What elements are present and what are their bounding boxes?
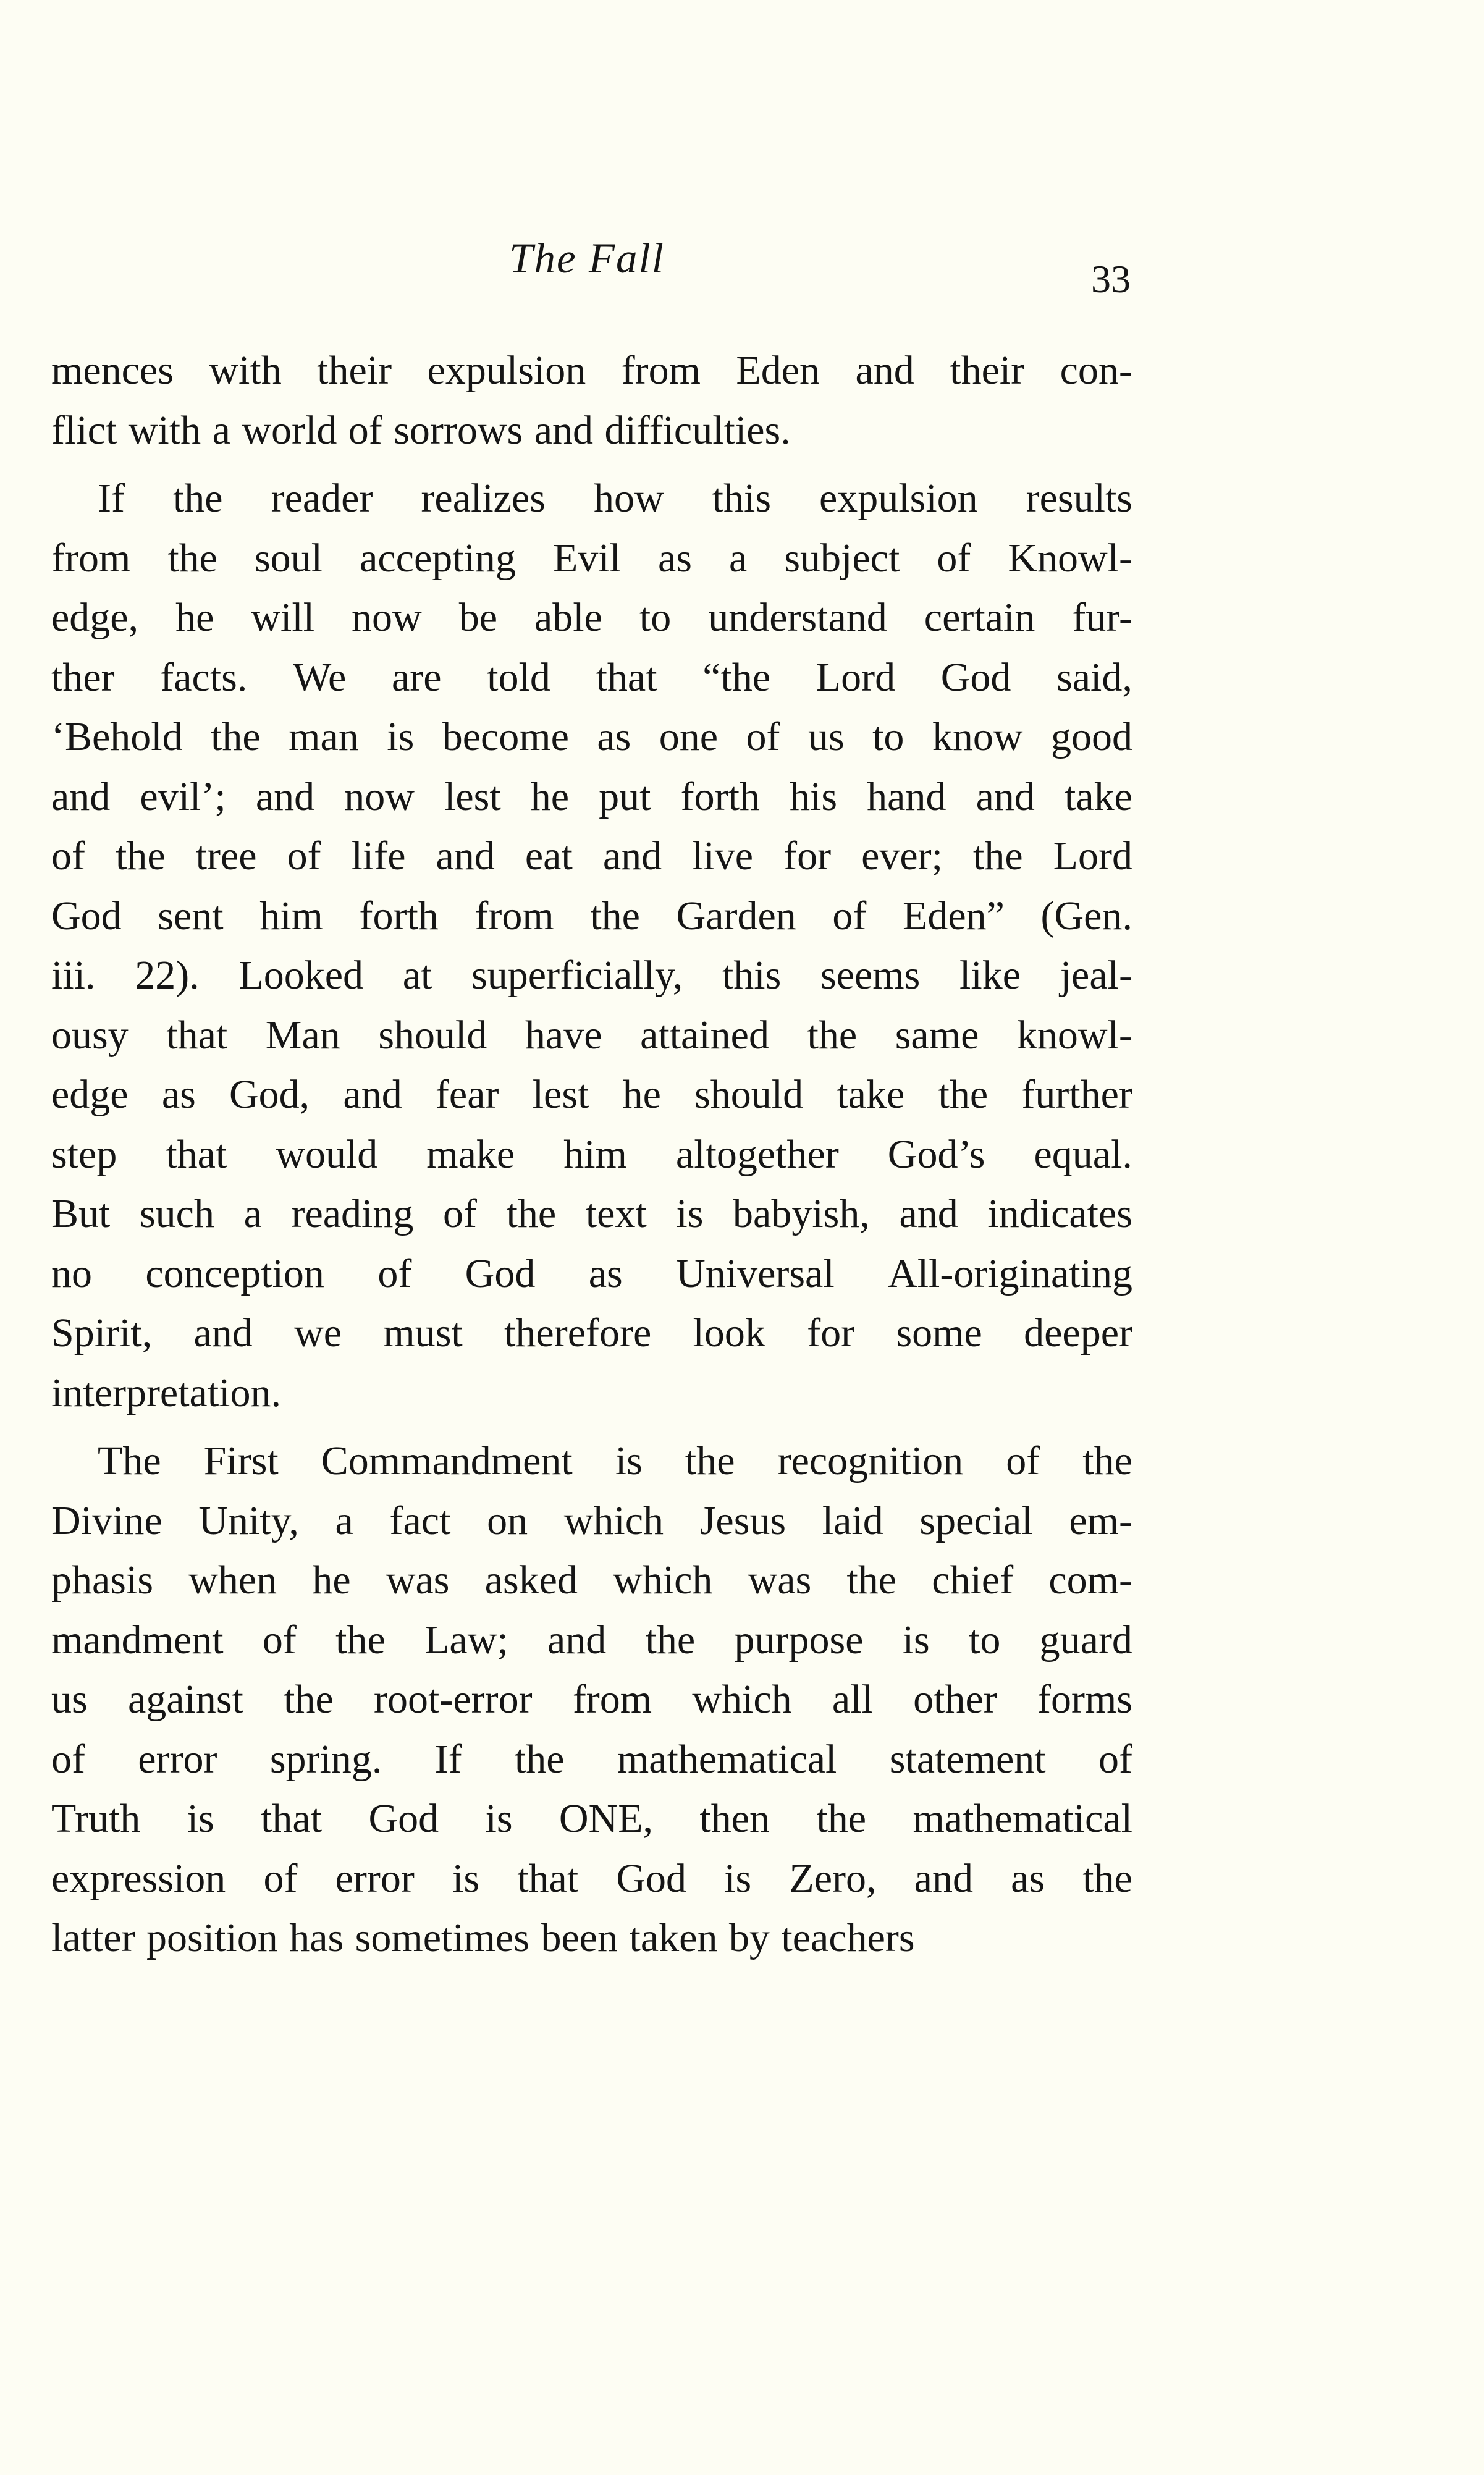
page-number: 33 — [1091, 257, 1131, 301]
text-line: from the soul accepting Evil as a subject of Knowl- — [51, 535, 1132, 581]
text-line: flict with a world of sorrows and difficulties. — [51, 407, 791, 453]
text-line: ousy that Man should have attained the same knowl- — [51, 1012, 1132, 1058]
paragraph-gap — [51, 460, 1132, 469]
text-line: If the reader realizes how this expulsion results — [98, 476, 1132, 521]
text-line: phasis when he was asked which was the chief com- — [51, 1558, 1132, 1603]
body-text — [51, 341, 1132, 1968]
text-line: But such a reading of the text is babyish, and indicates — [51, 1191, 1132, 1237]
running-head-title: The Fall — [509, 235, 665, 282]
text-line: edge as God, and fear lest he should take the further — [51, 1072, 1132, 1118]
text-line: Spirit, and we must therefore look for some deeper — [51, 1310, 1132, 1356]
text-line: ther facts. We are told that “the Lord God said, — [51, 654, 1132, 700]
text-line: Truth is that God is ONE, then the mathematical — [51, 1796, 1132, 1842]
text-line: step that would make him altogether God’s equal. — [51, 1131, 1132, 1177]
text-line: God sent him forth from the Garden of Eden” (Gen. — [51, 893, 1132, 938]
paragraph — [51, 469, 1132, 1423]
paragraph — [51, 341, 1132, 460]
text-line: mences with their expulsion from Eden and their con- — [51, 348, 1132, 394]
text-line: edge, he will now be able to understand certain fur- — [51, 595, 1132, 641]
text-line: interpretation. — [51, 1370, 282, 1415]
text-line: The First Commandment is the recognition of the — [98, 1438, 1132, 1484]
text-line: latter position has sometimes been taken by teachers — [51, 1915, 915, 1961]
text-line: expression of error is that God is Zero, and as the — [51, 1855, 1132, 1901]
text-line: us against the root-error from which all other forms — [51, 1677, 1132, 1722]
text-line: no conception of God as Universal All-originating — [51, 1250, 1132, 1296]
text-line: Divine Unity, a fact on which Jesus laid special em- — [51, 1498, 1132, 1543]
text-line: and evil’; and now lest he put forth his hand and take — [51, 774, 1132, 819]
text-line: of error spring. If the mathematical statement of — [51, 1736, 1132, 1782]
text-line: ‘Behold the man is become as one of us to know good — [51, 714, 1132, 760]
text-line: iii. 22). Looked at superficially, this seems like jeal- — [51, 953, 1132, 998]
paragraph-gap — [51, 1423, 1132, 1431]
text-line: mandment of the Law; and the purpose is to guard — [51, 1617, 1132, 1663]
text-line: of the tree of life and eat and live for ever; the Lord — [51, 833, 1132, 879]
paragraph — [51, 1431, 1132, 1968]
